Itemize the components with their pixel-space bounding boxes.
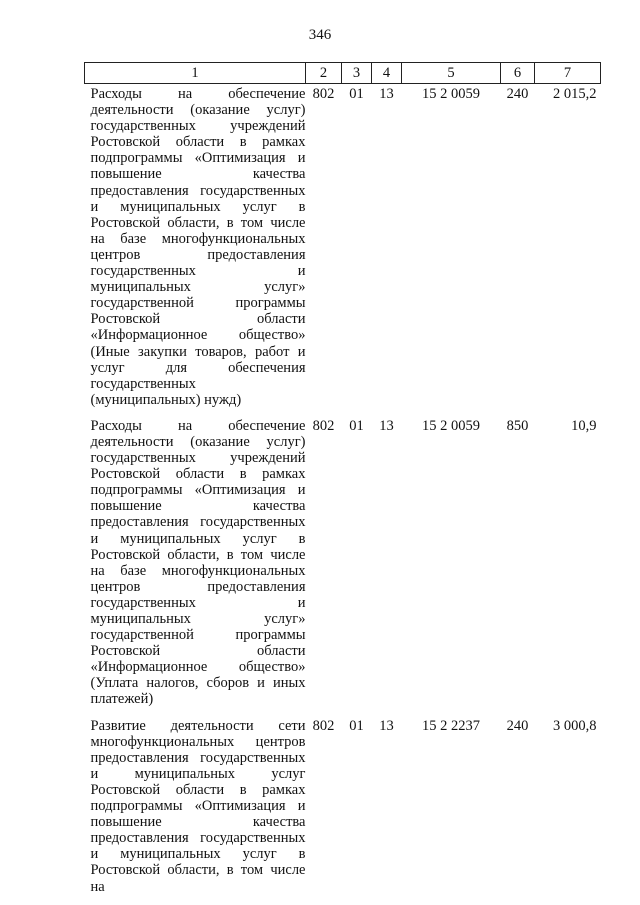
section-code: 01 — [349, 717, 364, 734]
ministry-code: 802 — [312, 717, 335, 734]
amount: 2 015,2 — [553, 86, 597, 102]
ministry-code: 802 — [312, 86, 335, 102]
table-row — [85, 416, 601, 716]
section-code: 01 — [349, 86, 364, 102]
subsection-code: 13 — [379, 86, 394, 102]
ministry-code: 802 — [312, 417, 335, 434]
amount: 10,9 — [571, 417, 597, 434]
subsection-code: 13 — [379, 417, 394, 434]
row-description: Расходы на обеспечение деятельности (оказание услуг) государственных учреждений Ростовской области в рамках подпрограммы «Оптимизация и повышение качества предоставления государственных и муниципальных услуг в Ростовской области, в том числе на базе многофункциональных центров предоставления государственных и муниципальных услуг» государственной программы Ростовской области «Информационное общество» (Уплата налогов, сборов и иных платежей) — [90, 417, 306, 708]
expense-type-code: 240 — [506, 717, 529, 734]
target-article-code: 15 2 0059 — [422, 417, 480, 434]
table-row — [85, 84, 601, 416]
section-code: 01 — [349, 417, 364, 434]
expense-type-code: 240 — [506, 86, 529, 102]
table-row — [85, 716, 601, 903]
target-article-code: 15 2 2237 — [422, 717, 480, 734]
target-article-code: 15 2 0059 — [422, 86, 480, 102]
header-col-7: 7 — [535, 63, 601, 84]
page-number: 346 — [308, 27, 332, 43]
header-col-5: 5 — [402, 63, 501, 84]
header-col-1: 1 — [85, 63, 306, 84]
row-description: Расходы на обеспечение деятельности (оказание услуг) государственных учреждений Ростовской области в рамках подпрограммы «Оптимизация и повышение качества предоставления государственных и муниципальных услуг в Ростовской области, в том числе на базе многофункциональных центров предоставления государственных и муниципальных услуг» государственной программы Ростовской области «Информационное общество» (Иные закупки товаров, работ и услуг для обеспечения государственных (муниципальных) нужд) — [90, 86, 306, 408]
header-col-6: 6 — [501, 63, 535, 84]
header-row — [85, 63, 601, 84]
row-description: Развитие деятельности сети многофункциональных центров предоставления государственных и муниципальных услуг Ростовской области в рамках подпрограммы «Оптимизация и повышение качества предоставления государственных и муниципальных услуг в Ростовской области, в том числе на — [90, 717, 306, 895]
budget-table — [84, 62, 601, 903]
amount: 3 000,8 — [553, 717, 597, 734]
header-col-3: 3 — [342, 63, 372, 84]
expense-type-code: 850 — [506, 417, 529, 434]
subsection-code: 13 — [379, 717, 394, 734]
header-col-4: 4 — [372, 63, 402, 84]
header-col-2: 2 — [306, 63, 342, 84]
